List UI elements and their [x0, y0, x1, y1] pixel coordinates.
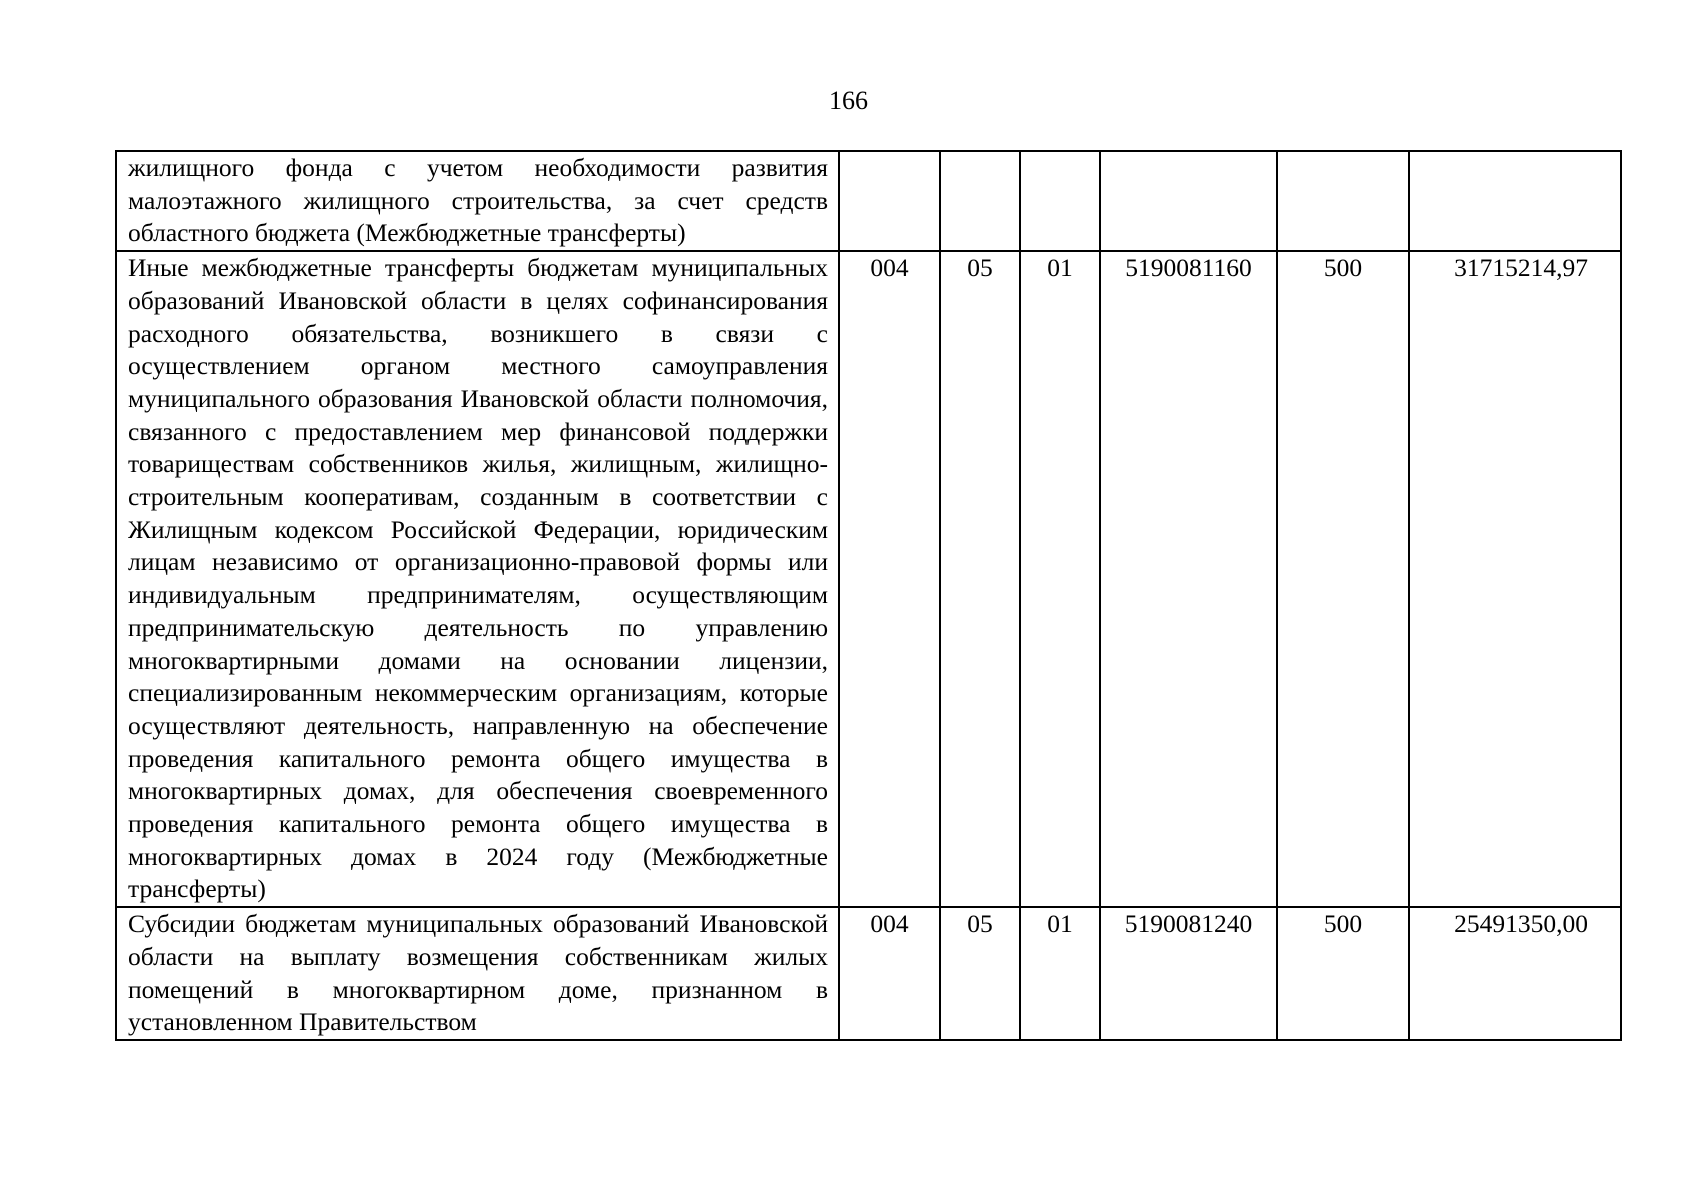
target-item-code: 5190081160 — [1100, 251, 1277, 907]
ministry-code: 004 — [839, 251, 940, 907]
table-row — [116, 251, 1621, 907]
row-description-cell — [116, 151, 839, 251]
target-item-code — [1100, 151, 1277, 251]
row-description-cell — [116, 251, 839, 907]
subsection-code: 01 — [1020, 907, 1100, 1040]
amount — [1409, 151, 1621, 251]
row-description-cell — [116, 907, 839, 1040]
amount: 31715214,97 — [1409, 251, 1621, 907]
row-description: Субсидии бюджетам муниципальных образований Ивановской области на выплату возмещения собственникам жилых помещений в многоквартирном доме, признанном в установленном Правительством — [128, 909, 828, 1037]
table-row — [116, 907, 1621, 1040]
section-code: 05 — [940, 251, 1020, 907]
subsection-code: 01 — [1020, 251, 1100, 907]
expense-type-code: 500 — [1277, 907, 1409, 1040]
page-number: 166 — [829, 86, 868, 115]
section-code — [940, 151, 1020, 251]
section-code: 05 — [940, 907, 1020, 1040]
target-item-code: 5190081240 — [1100, 907, 1277, 1040]
row-description: жилищного фонда с учетом необходимости развития малоэтажного жилищного строительства, за счет средств областного бюджета (Межбюджетные трансферты) — [128, 153, 828, 248]
amount: 25491350,00 — [1409, 907, 1621, 1040]
expense-type-code — [1277, 151, 1409, 251]
budget-table — [115, 150, 1622, 1041]
subsection-code — [1020, 151, 1100, 251]
table-row — [116, 151, 1621, 251]
ministry-code: 004 — [839, 907, 940, 1040]
row-description: Иные межбюджетные трансферты бюджетам муниципальных образований Ивановской области в целях софинансирования расходного обязательства, возникшего в связи с осуществлением органом местного самоуправления муниципального образования Ивановской области полномочия, связанного с предоставлением мер финансовой поддержки товариществам собственников жилья, жилищным, жилищно-строительным кооперативам, созданным в соответствии с Жилищным кодексом Российской Федерации, юридическим лицам независимо от организационно-правовой формы или индивидуальным предпринимателям, осуществляющим предпринимательскую деятельность по управлению многоквартирными домами на основании лицензии, специализированным некоммерческим организациям, которые осуществляют деятельность, направленную на обеспечение проведения капитального ремонта общего имущества в многоквартирных домах, для обеспечения своевременного проведения капитального ремонта общего имущества в многоквартирных домах в 2024 году (Межбюджетные трансферты) — [128, 253, 828, 904]
expense-type-code: 500 — [1277, 251, 1409, 907]
ministry-code — [839, 151, 940, 251]
